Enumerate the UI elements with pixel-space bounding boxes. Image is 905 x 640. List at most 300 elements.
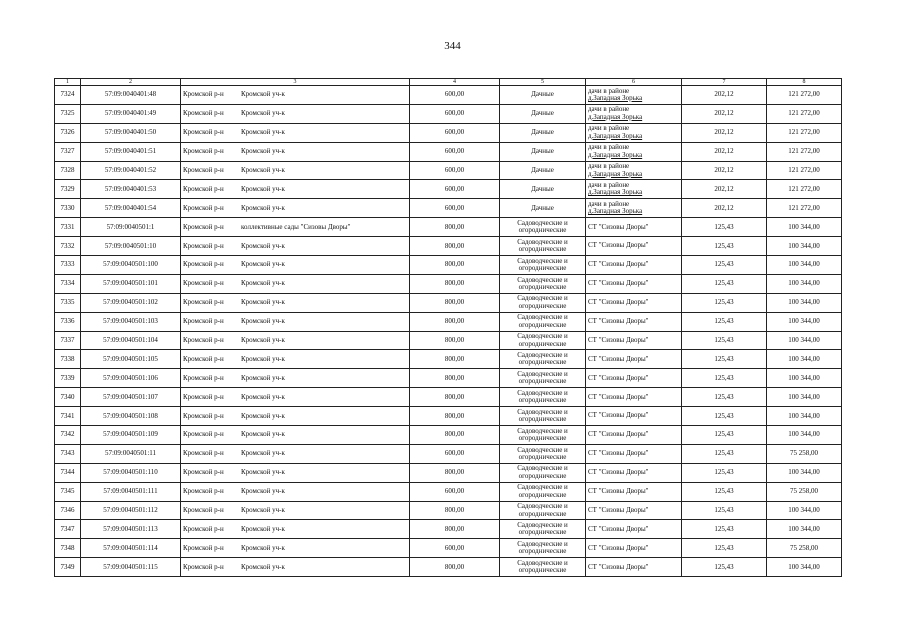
cadastral-value: 100 344,00 <box>767 369 842 388</box>
locality: Кромской уч-к <box>241 203 285 212</box>
row-number: 7345 <box>55 482 81 501</box>
row-number: 7325 <box>55 104 81 123</box>
location-cell <box>181 180 410 199</box>
cadastral-value: 100 344,00 <box>767 331 842 350</box>
table-row <box>55 161 842 180</box>
place-cell <box>586 520 682 539</box>
land-use-line-2: огороднические <box>518 377 567 386</box>
place-cell <box>586 558 682 577</box>
place: СТ "Сизовы Дворы" <box>588 298 649 307</box>
cadastral-value: 121 272,00 <box>767 180 842 199</box>
land-use-line-2: огороднические <box>518 566 567 575</box>
location-cell <box>181 520 410 539</box>
cadastral-value: 100 344,00 <box>767 520 842 539</box>
location-cell <box>181 444 410 463</box>
cadastral-number: 57:09:0040501:112 <box>81 501 181 520</box>
place: СТ "Сизовы Дворы" <box>588 222 649 231</box>
table-row <box>55 444 842 463</box>
land-use-cell <box>500 369 586 388</box>
place: СТ "Сизовы Дворы" <box>588 241 649 250</box>
district: Кромской р-н <box>183 487 224 496</box>
place-cell <box>586 218 682 237</box>
district: Кромской р-н <box>183 411 224 420</box>
table-row <box>55 426 842 445</box>
locality: Кромской уч-к <box>241 449 285 458</box>
cadastral-value: 121 272,00 <box>767 86 842 105</box>
table-row <box>55 520 842 539</box>
land-use-cell <box>500 520 586 539</box>
place: дачи в районе <box>588 181 630 190</box>
location-cell <box>181 501 410 520</box>
cadastral-value: 100 344,00 <box>767 274 842 293</box>
district: Кромской р-н <box>183 354 224 363</box>
cadastral-number: 57:09:0040501:1 <box>81 218 181 237</box>
place-cell <box>586 312 682 331</box>
land-use-cell <box>500 161 586 180</box>
place-cell <box>586 463 682 482</box>
land-use-cell <box>500 388 586 407</box>
locality: Кромской уч-к <box>241 411 285 420</box>
locality: Кромской уч-к <box>241 166 285 174</box>
specific-value: 125,43 <box>682 331 767 350</box>
place-line-2: д.Западная Зорька <box>588 112 643 121</box>
place: дачи в районе <box>588 162 630 171</box>
specific-value: 125,43 <box>682 501 767 520</box>
place: СТ "Сизовы Дворы" <box>588 430 649 439</box>
locality: Кромской уч-к <box>241 128 285 137</box>
column-number: 2 <box>81 79 181 86</box>
column-number: 4 <box>410 79 500 86</box>
locality: Кромской уч-к <box>241 298 285 307</box>
land-use-cell <box>500 350 586 369</box>
area: 600,00 <box>410 86 500 105</box>
table-row <box>55 558 842 577</box>
place: СТ "Сизовы Дворы" <box>588 354 649 363</box>
column-number-row <box>55 79 842 86</box>
location-cell <box>181 104 410 123</box>
place-cell <box>586 123 682 142</box>
land-use: Садоводческие и <box>517 369 568 378</box>
district: Кромской р-н <box>183 90 224 99</box>
specific-value: 125,43 <box>682 463 767 482</box>
specific-value: 202,12 <box>682 180 767 199</box>
place: дачи в районе <box>588 86 630 95</box>
place-cell <box>586 142 682 161</box>
specific-value: 202,12 <box>682 199 767 218</box>
land-use-cell <box>500 237 586 256</box>
land-use-cell <box>500 274 586 293</box>
cadastral-number: 57:09:0040401:50 <box>81 123 181 142</box>
place-cell <box>586 180 682 199</box>
locality: Кромской уч-к <box>241 562 285 571</box>
place-cell <box>586 256 682 275</box>
location-cell <box>181 539 410 558</box>
land-use: Дачные <box>531 203 554 212</box>
district: Кромской р-н <box>183 241 224 250</box>
cadastral-value: 100 344,00 <box>767 407 842 426</box>
land-use: Садоводческие и <box>517 237 568 246</box>
specific-value: 202,12 <box>682 142 767 161</box>
cadastral-value: 100 344,00 <box>767 501 842 520</box>
location-cell <box>181 274 410 293</box>
row-number: 7334 <box>55 274 81 293</box>
land-use: Садоводческие и <box>517 407 568 416</box>
column-number: 1 <box>55 79 81 86</box>
place-line-2: д.Западная Зорька <box>588 207 643 216</box>
table-row <box>55 388 842 407</box>
district: Кромской р-н <box>183 184 224 193</box>
land-use-cell <box>500 142 586 161</box>
place: дачи в районе <box>588 124 630 133</box>
cadastral-number: 57:09:0040501:109 <box>81 426 181 445</box>
land-use-cell <box>500 86 586 105</box>
area: 600,00 <box>410 482 500 501</box>
location-cell <box>181 237 410 256</box>
place-line-2: д.Западная Зорька <box>588 150 643 159</box>
locality: Кромской уч-к <box>241 279 285 288</box>
locality: Кромской уч-к <box>241 392 285 401</box>
locality: Кромской уч-к <box>241 430 285 439</box>
land-use-cell <box>500 558 586 577</box>
table-row <box>55 331 842 350</box>
area: 600,00 <box>410 180 500 199</box>
specific-value: 125,43 <box>682 237 767 256</box>
cadastral-number: 57:09:0040501:111 <box>81 482 181 501</box>
district: Кромской р-н <box>183 109 224 118</box>
land-use-cell <box>500 426 586 445</box>
column-number: 3 <box>181 79 410 86</box>
district: Кромской р-н <box>183 166 224 174</box>
land-use-line-2: огороднические <box>518 509 567 518</box>
area: 800,00 <box>410 331 500 350</box>
land-use-cell <box>500 463 586 482</box>
place: СТ "Сизовы Дворы" <box>588 279 649 288</box>
land-use-line-2: огороднические <box>518 471 567 480</box>
cadastral-number: 57:09:0040501:106 <box>81 369 181 388</box>
cadastral-number: 57:09:0040501:103 <box>81 312 181 331</box>
cadastral-value: 100 344,00 <box>767 312 842 331</box>
cadastral-value: 100 344,00 <box>767 463 842 482</box>
locality: Кромской уч-к <box>241 260 285 269</box>
page-number: 344 <box>444 40 461 52</box>
specific-value: 125,43 <box>682 558 767 577</box>
land-use: Садоводческие и <box>517 521 568 530</box>
place-cell <box>586 444 682 463</box>
place-cell <box>586 199 682 218</box>
table-row <box>55 86 842 105</box>
column-number: 7 <box>682 79 767 86</box>
locality: Кромской уч-к <box>241 90 285 99</box>
row-number: 7341 <box>55 407 81 426</box>
row-number: 7349 <box>55 558 81 577</box>
specific-value: 125,43 <box>682 388 767 407</box>
district: Кромской р-н <box>183 468 224 477</box>
place: СТ "Сизовы Дворы" <box>588 449 649 458</box>
locality: Кромской уч-к <box>241 336 285 345</box>
land-use-cell <box>500 123 586 142</box>
specific-value: 125,43 <box>682 256 767 275</box>
locality: Кромской уч-к <box>241 373 285 382</box>
cadastral-number: 57:09:0040501:101 <box>81 274 181 293</box>
district: Кромской р-н <box>183 524 224 533</box>
place-cell <box>586 293 682 312</box>
cadastral-value: 100 344,00 <box>767 388 842 407</box>
cadastral-value: 121 272,00 <box>767 199 842 218</box>
specific-value: 125,43 <box>682 218 767 237</box>
land-use-cell <box>500 293 586 312</box>
row-number: 7330 <box>55 199 81 218</box>
place-cell <box>586 388 682 407</box>
area: 800,00 <box>410 369 500 388</box>
cadastral-number: 57:09:0040401:49 <box>81 104 181 123</box>
land-use: Садоводческие и <box>517 332 568 341</box>
cadastral-value: 100 344,00 <box>767 237 842 256</box>
column-number: 6 <box>586 79 682 86</box>
locality: Кромской уч-к <box>241 317 285 326</box>
column-number: 8 <box>767 79 842 86</box>
land-use-line-2: огороднические <box>518 433 567 442</box>
place: СТ "Сизовы Дворы" <box>588 486 649 495</box>
place-cell <box>586 86 682 105</box>
cadastral-number: 57:09:0040501:10 <box>81 237 181 256</box>
location-cell <box>181 482 410 501</box>
table-row <box>55 539 842 558</box>
land-use: Дачные <box>531 146 554 155</box>
place: СТ "Сизовы Дворы" <box>588 468 649 477</box>
cadastral-value: 100 344,00 <box>767 293 842 312</box>
cadastral-number: 57:09:0040501:102 <box>81 293 181 312</box>
land-use: Садоводческие и <box>517 313 568 322</box>
land-use: Садоводческие и <box>517 483 568 492</box>
location-cell <box>181 312 410 331</box>
land-use-line-2: огороднические <box>518 301 567 310</box>
row-number: 7329 <box>55 180 81 199</box>
locality: Кромской уч-к <box>241 147 285 156</box>
land-use: Дачные <box>531 184 554 193</box>
place-cell <box>586 237 682 256</box>
area: 600,00 <box>410 104 500 123</box>
land-use-line-2: огороднические <box>518 396 567 405</box>
row-number: 7338 <box>55 350 81 369</box>
location-cell <box>181 463 410 482</box>
land-use-cell <box>500 218 586 237</box>
place-cell <box>586 501 682 520</box>
place: СТ "Сизовы Дворы" <box>588 562 649 571</box>
locality: Кромской уч-к <box>241 524 285 533</box>
place: СТ "Сизовы Дворы" <box>588 392 649 401</box>
area: 800,00 <box>410 558 500 577</box>
cadastral-number: 57:09:0040501:11 <box>81 444 181 463</box>
table-row <box>55 463 842 482</box>
table-row <box>55 123 842 142</box>
cadastral-number: 57:09:0040501:113 <box>81 520 181 539</box>
location-cell <box>181 369 410 388</box>
specific-value: 125,43 <box>682 426 767 445</box>
cadastral-value: 121 272,00 <box>767 161 842 180</box>
place-cell <box>586 350 682 369</box>
location-cell <box>181 86 410 105</box>
specific-value: 125,43 <box>682 444 767 463</box>
locality: Кромской уч-к <box>241 506 285 515</box>
specific-value: 202,12 <box>682 123 767 142</box>
location-cell <box>181 218 410 237</box>
place-line-2: д.Западная Зорька <box>588 93 643 102</box>
table-row <box>55 350 842 369</box>
row-number: 7348 <box>55 539 81 558</box>
locality: коллективные сады "Сизовы Дворы" <box>241 222 351 231</box>
place-cell <box>586 482 682 501</box>
place: СТ "Сизовы Дворы" <box>588 543 649 552</box>
location-cell <box>181 558 410 577</box>
specific-value: 125,43 <box>682 407 767 426</box>
district: Кромской р-н <box>183 260 224 269</box>
land-use: Садоводческие и <box>517 426 568 435</box>
area: 600,00 <box>410 142 500 161</box>
location-cell <box>181 293 410 312</box>
land-use: Дачные <box>531 90 554 99</box>
cadastral-number: 57:09:0040501:114 <box>81 539 181 558</box>
row-number: 7343 <box>55 444 81 463</box>
cadastral-value: 100 344,00 <box>767 256 842 275</box>
place-line-2: д.Западная Зорька <box>588 131 643 140</box>
area: 600,00 <box>410 444 500 463</box>
land-use-cell <box>500 444 586 463</box>
land-use: Дачные <box>531 109 554 118</box>
land-use-cell <box>500 331 586 350</box>
column-number: 5 <box>500 79 586 86</box>
land-register-table <box>54 78 842 577</box>
land-use-line-2: огороднические <box>518 226 567 235</box>
land-use-cell <box>500 180 586 199</box>
table-row <box>55 237 842 256</box>
place-cell <box>586 104 682 123</box>
district: Кромской р-н <box>183 147 224 156</box>
location-cell <box>181 426 410 445</box>
district: Кромской р-н <box>183 279 224 288</box>
cadastral-value: 75 258,00 <box>767 482 842 501</box>
row-number: 7328 <box>55 161 81 180</box>
land-use-cell <box>500 199 586 218</box>
area: 800,00 <box>410 218 500 237</box>
cadastral-value: 100 344,00 <box>767 426 842 445</box>
row-number: 7335 <box>55 293 81 312</box>
table-row <box>55 180 842 199</box>
place: дачи в районе <box>588 143 630 152</box>
cadastral-number: 57:09:0040501:115 <box>81 558 181 577</box>
cadastral-number: 57:09:0040401:52 <box>81 161 181 180</box>
table-row <box>55 482 842 501</box>
specific-value: 125,43 <box>682 350 767 369</box>
specific-value: 202,12 <box>682 161 767 180</box>
specific-value: 125,43 <box>682 312 767 331</box>
place-cell <box>586 539 682 558</box>
cadastral-number: 57:09:0040501:107 <box>81 388 181 407</box>
place-cell <box>586 407 682 426</box>
land-use-cell <box>500 501 586 520</box>
row-number: 7326 <box>55 123 81 142</box>
place: дачи в районе <box>588 105 630 114</box>
district: Кромской р-н <box>183 336 224 345</box>
land-use-line-2: огороднические <box>518 339 567 348</box>
place: СТ "Сизовы Дворы" <box>588 373 649 382</box>
cadastral-number: 57:09:0040401:54 <box>81 199 181 218</box>
cadastral-value: 100 344,00 <box>767 350 842 369</box>
area: 800,00 <box>410 520 500 539</box>
land-use-cell <box>500 312 586 331</box>
land-use: Садоводческие и <box>517 539 568 548</box>
land-use-cell <box>500 407 586 426</box>
row-number: 7342 <box>55 426 81 445</box>
row-number: 7332 <box>55 237 81 256</box>
land-use: Садоводческие и <box>517 294 568 303</box>
table-row <box>55 501 842 520</box>
area: 800,00 <box>410 463 500 482</box>
specific-value: 125,43 <box>682 369 767 388</box>
cadastral-value: 121 272,00 <box>767 104 842 123</box>
location-cell <box>181 256 410 275</box>
district: Кромской р-н <box>183 430 224 439</box>
area: 800,00 <box>410 237 500 256</box>
land-use: Садоводческие и <box>517 445 568 454</box>
area: 800,00 <box>410 388 500 407</box>
table-row <box>55 199 842 218</box>
table-row <box>55 312 842 331</box>
land-use-line-2: огороднические <box>518 263 567 272</box>
land-use: Дачные <box>531 128 554 137</box>
district: Кромской р-н <box>183 128 224 137</box>
cadastral-number: 57:09:0040501:110 <box>81 463 181 482</box>
row-number: 7339 <box>55 369 81 388</box>
locality: Кромской уч-к <box>241 184 285 193</box>
row-number: 7327 <box>55 142 81 161</box>
land-use-cell <box>500 104 586 123</box>
cadastral-value: 100 344,00 <box>767 218 842 237</box>
cadastral-number: 57:09:0040401:48 <box>81 86 181 105</box>
specific-value: 125,43 <box>682 539 767 558</box>
location-cell <box>181 142 410 161</box>
locality: Кромской уч-к <box>241 487 285 496</box>
row-number: 7337 <box>55 331 81 350</box>
land-use-line-2: огороднические <box>518 282 567 291</box>
cadastral-number: 57:09:0040501:105 <box>81 350 181 369</box>
land-use-line-2: огороднические <box>518 320 567 329</box>
location-cell <box>181 199 410 218</box>
place: СТ "Сизовы Дворы" <box>588 505 649 514</box>
table-row <box>55 256 842 275</box>
table-row <box>55 104 842 123</box>
land-use: Садоводческие и <box>517 275 568 284</box>
cadastral-number: 57:09:0040401:53 <box>81 180 181 199</box>
cadastral-value: 75 258,00 <box>767 539 842 558</box>
land-use: Садоводческие и <box>517 256 568 265</box>
district: Кромской р-н <box>183 222 224 231</box>
specific-value: 202,12 <box>682 104 767 123</box>
table-row <box>55 142 842 161</box>
district: Кромской р-н <box>183 562 224 571</box>
place: СТ "Сизовы Дворы" <box>588 316 649 325</box>
district: Кромской р-н <box>183 543 224 552</box>
place-cell <box>586 161 682 180</box>
cadastral-number: 57:09:0040501:100 <box>81 256 181 275</box>
district: Кромской р-н <box>183 298 224 307</box>
place-line-2: д.Западная Зорька <box>588 169 643 178</box>
row-number: 7344 <box>55 463 81 482</box>
table-row <box>55 369 842 388</box>
district: Кромской р-н <box>183 373 224 382</box>
land-use: Садоводческие и <box>517 502 568 511</box>
district: Кромской р-н <box>183 449 224 458</box>
area: 800,00 <box>410 350 500 369</box>
